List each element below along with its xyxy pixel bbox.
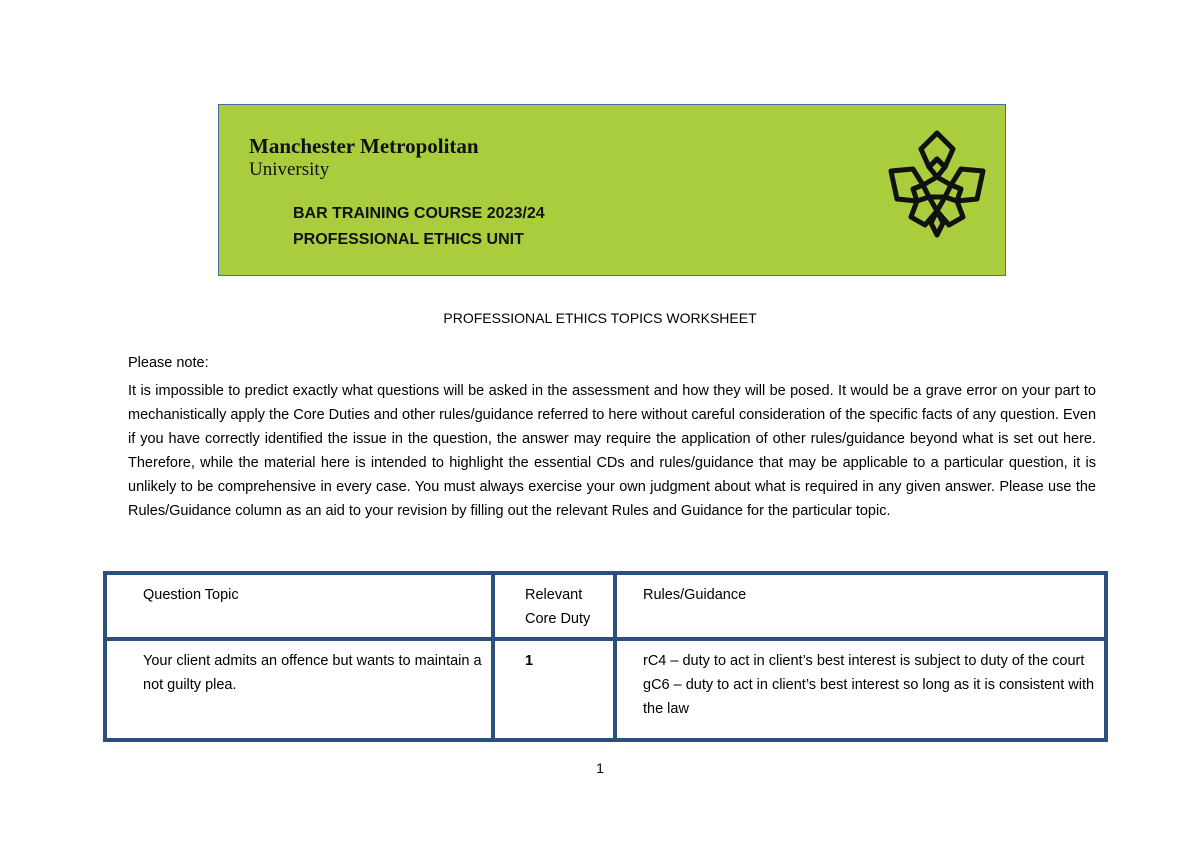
university-name-line2: University xyxy=(249,159,330,180)
university-name-line1: Manchester Metropolitan xyxy=(249,134,479,158)
note-label: Please note: xyxy=(128,355,209,371)
table-header-row xyxy=(107,575,1104,639)
page-number: 1 xyxy=(596,760,604,776)
rule-line: rC4 – duty to act in client’s best interest is subject to duty of the court xyxy=(643,653,1085,669)
core-duty-number: 1 xyxy=(525,653,534,669)
course-line1: BAR TRAINING COURSE 2023/24 xyxy=(293,205,545,222)
course-line2: PROFESSIONAL ETHICS UNIT xyxy=(293,231,524,248)
header-relevant-core-duty: Relevant Core Duty xyxy=(493,575,615,639)
header-banner xyxy=(218,104,1006,276)
university-name xyxy=(249,135,479,181)
course-title xyxy=(293,201,545,253)
header-rules-guidance: Rules/Guidance xyxy=(615,575,1104,639)
topics-table-grid xyxy=(107,575,1104,738)
table-row xyxy=(107,639,1104,738)
note-body: It is impossible to predict exactly what questions will be asked in the assessment and how they will be posed. It would be a grave error on your part to mechanistically apply the Core Duties and other rules/guidance referred to here without careful consideration of the specific facts of any question. Even if you have correctly identified the issue in the question, the answer may require the application of other rules/guidance beyond what is set out here. Therefore, while the material here is intended to highlight the essential CDs and rules/guidance that may be applicable to a particular question, it is unlikely to be comprehensive in every case. You must always exercise your own judgment about what is required in any given answer. Please use the Rules/Guidance column as an aid to your revision by filling out the relevant Rules and Guidance for the particular topic. xyxy=(128,383,1097,519)
row-rules xyxy=(615,639,1104,738)
topics-table xyxy=(103,571,1108,742)
mmu-trefoil-logo-icon xyxy=(883,127,991,241)
row-core-duty xyxy=(493,639,615,738)
header-question-topic: Question Topic xyxy=(143,587,239,603)
row-topic: Your client admits an offence but wants to maintain a not guilty plea. xyxy=(107,639,493,738)
worksheet-title: PROFESSIONAL ETHICS TOPICS WORKSHEET xyxy=(443,310,757,326)
rule-line: gC6 – duty to act in client’s best interest so long as it is consistent with the law xyxy=(643,677,1095,717)
